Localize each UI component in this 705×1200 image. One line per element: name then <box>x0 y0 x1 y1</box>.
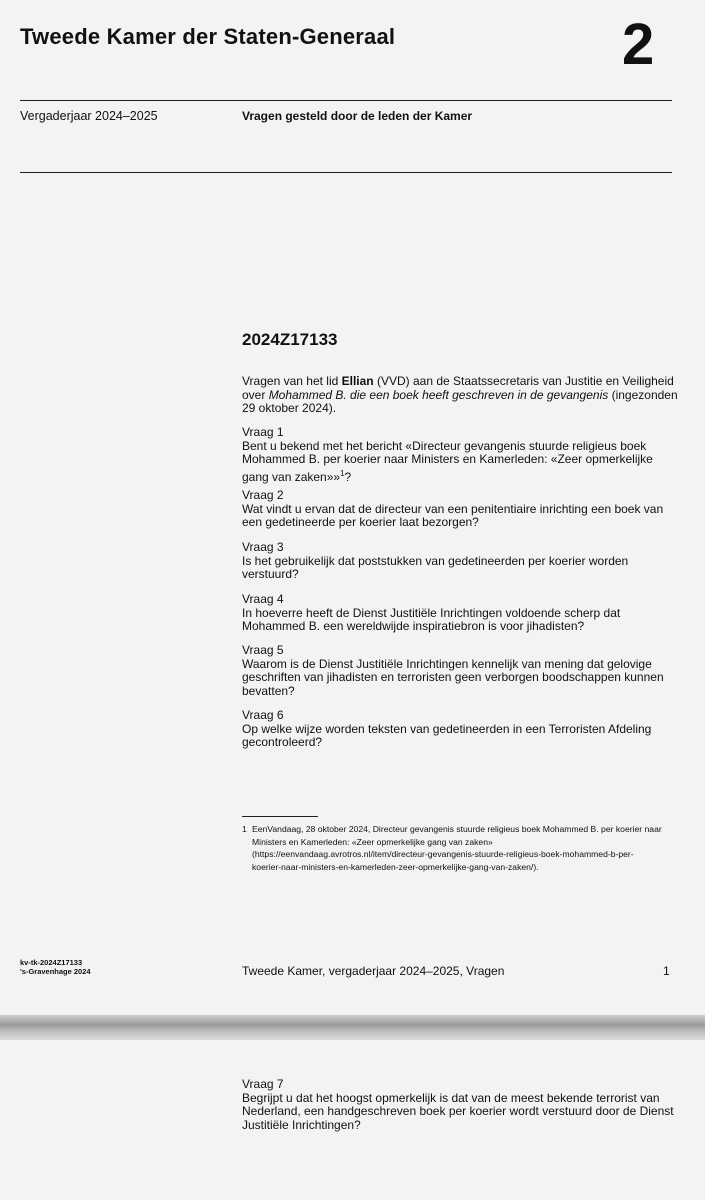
question-4 <box>242 593 682 634</box>
question-label: Vraag 2 <box>242 488 284 502</box>
intro-after-name: (VVD) aan de Staatssecretaris van Justitie en Veiligheid over <box>242 374 674 402</box>
question-label: Vraag 7 <box>242 1077 284 1091</box>
question-6 <box>242 709 682 750</box>
footer-text: Tweede Kamer, vergaderjaar 2024–2025, Vragen <box>242 964 505 978</box>
question-label: Vraag 1 <box>242 425 284 439</box>
document-id: 2024Z17133 <box>242 330 338 349</box>
subheader-rule <box>20 172 672 173</box>
question-1 <box>242 426 682 484</box>
header-rule <box>20 100 672 101</box>
question-text: Is het gebruikelijk dat poststukken van gedetineerden per koerier worden verstuurd? <box>242 553 629 582</box>
member-name: Ellian <box>341 374 374 388</box>
question-text: Op welke wijze worden teksten van gedetineerden in een Terroristen Afdeling gecontroleerd? <box>242 721 652 750</box>
page-title: Tweede Kamer der Staten-Generaal <box>20 24 396 49</box>
footnote-number: 1 <box>242 824 247 834</box>
question-label: Vraag 6 <box>242 708 284 722</box>
kv-id: kv-tk-2024Z17133 <box>20 958 83 967</box>
footer-page-number: 1 <box>663 964 670 978</box>
place-year: 's-Gravenhage 2024 <box>20 967 91 976</box>
intro-end: (ingezonden 29 oktober 2024). <box>242 387 678 416</box>
question-text: Begrijpt u dat het hoogst opmerkelijk is dat van de meest bekende terrorist van Nederland, een handgeschreven boek per koerier wordt verstuurd door de Dienst Justitiële Inrichtingen? <box>242 1090 674 1132</box>
question-label: Vraag 5 <box>242 643 284 657</box>
question-text: Wat vindt u ervan dat de directeur van een penitentiaire inrichting een boek van een gedetineerde per koerier laat bezorgen? <box>242 501 664 530</box>
intro-paragraph <box>242 375 682 416</box>
page-separator <box>0 1015 705 1040</box>
intro-subject: Mohammed B. die een boek heeft geschreven in de gevangenis <box>268 387 609 402</box>
question-label: Vraag 3 <box>242 540 284 554</box>
intro-before-name: Vragen van het lid <box>242 374 342 388</box>
question-5 <box>242 644 682 698</box>
question-text: Waarom is de Dienst Justitiële Inrichtingen kennelijk van mening dat gelovige geschriften van jihadisten en terroristen geen verborgen boodschappen kunnen bevatten? <box>242 656 664 698</box>
series-title: Vragen gesteld door de leden der Kamer <box>242 109 473 123</box>
question-3 <box>242 541 682 582</box>
page-2 <box>0 1040 705 1200</box>
question-text-end: ? <box>344 469 352 484</box>
document-number: 2 <box>622 12 655 77</box>
question-2 <box>242 489 682 530</box>
question-text: Bent u bekend met het bericht «Directeur gevangenis stuurde religieus boek Mohammed B. per koerier naar Ministers en Kamerleden: «Zeer opmerkelijke gang van zaken»» <box>242 438 653 484</box>
question-7 <box>242 1078 682 1132</box>
document-reference <box>20 958 91 976</box>
footnote-ref[interactable]: 1 <box>340 468 345 478</box>
question-text: In hoeverre heeft de Dienst Justitiële Inrichtingen voldoende scherp dat Mohammed B. een wereldwijde inspiratiebron is voor jihadisten? <box>242 605 621 634</box>
footnote-text: EenVandaag, 28 oktober 2024, Directeur gevangenis stuurde religieus boek Mohammed B. per koerier naar Ministers en Kamerleden: «Zeer opmerkelijke gang van zaken» (https://eenvandaag.avrotros.nl/item/directeur-gevangenis-stuurde-religieus-boek-mohammed-b-per-koerier-naar-ministers-en-kamerleden-zeer-opmerkelijke-gang-van-zaken/). <box>252 824 662 872</box>
session-year: Vergaderjaar 2024–2025 <box>20 109 158 123</box>
footnote <box>242 823 662 873</box>
question-label: Vraag 4 <box>242 592 284 606</box>
footnote-rule <box>242 816 318 817</box>
